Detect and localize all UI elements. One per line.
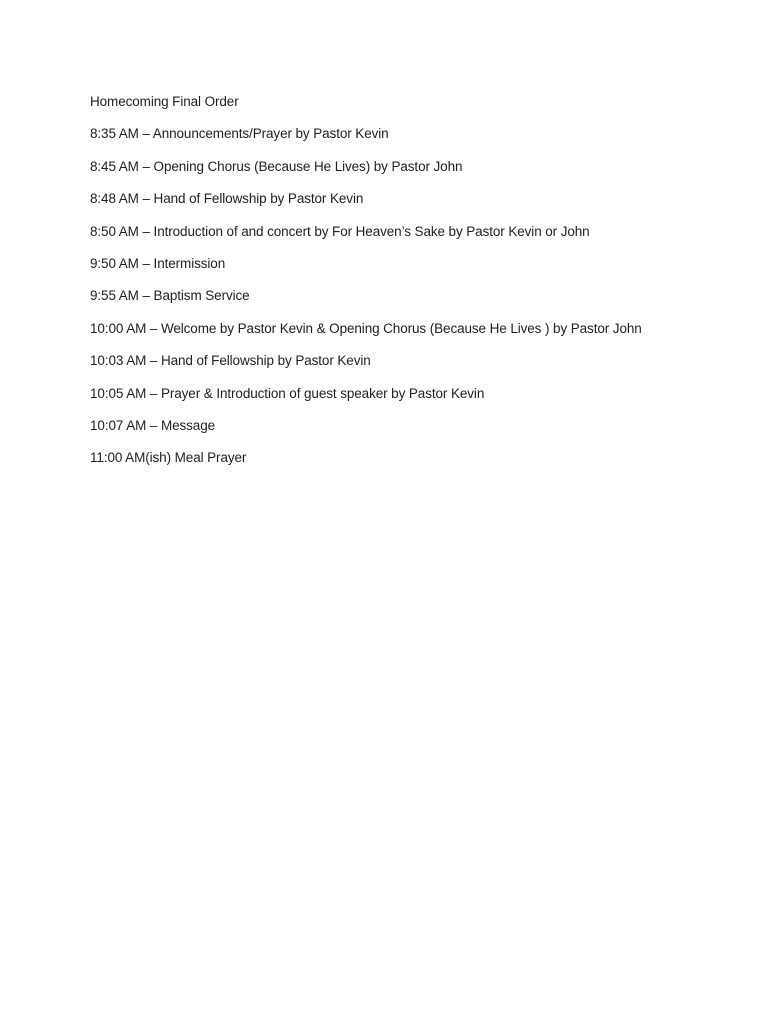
- schedule-item: 10:07 AM – Message: [90, 417, 216, 433]
- schedule-item: 9:55 AM – Baptism Service: [90, 288, 250, 304]
- document-title: Homecoming Final Order: [90, 94, 239, 109]
- schedule-item: 10:00 AM – Welcome by Pastor Kevin & Opening Chorus (Because He Lives ) by Pastor John: [90, 320, 642, 336]
- schedule-item: 10:05 AM – Prayer & Introduction of guest speaker by Pastor Kevin: [90, 385, 485, 401]
- schedule-item: 8:50 AM – Introduction of and concert by For Heaven’s Sake by Pastor Kevin or John: [90, 223, 590, 239]
- document-body: [90, 93, 730, 482]
- schedule-item: 8:45 AM – Opening Chorus (Because He Lives) by Pastor John: [90, 158, 463, 174]
- schedule-item: 11:00 AM(ish) Meal Prayer: [90, 450, 247, 466]
- schedule-item: 10:03 AM – Hand of Fellowship by Pastor Kevin: [90, 353, 371, 369]
- schedule-item: 8:48 AM – Hand of Fellowship by Pastor Kevin: [90, 191, 364, 207]
- schedule-item: 8:35 AM – Announcements/Prayer by Pastor Kevin: [90, 126, 389, 142]
- schedule-item: 9:50 AM – Intermission: [90, 255, 226, 271]
